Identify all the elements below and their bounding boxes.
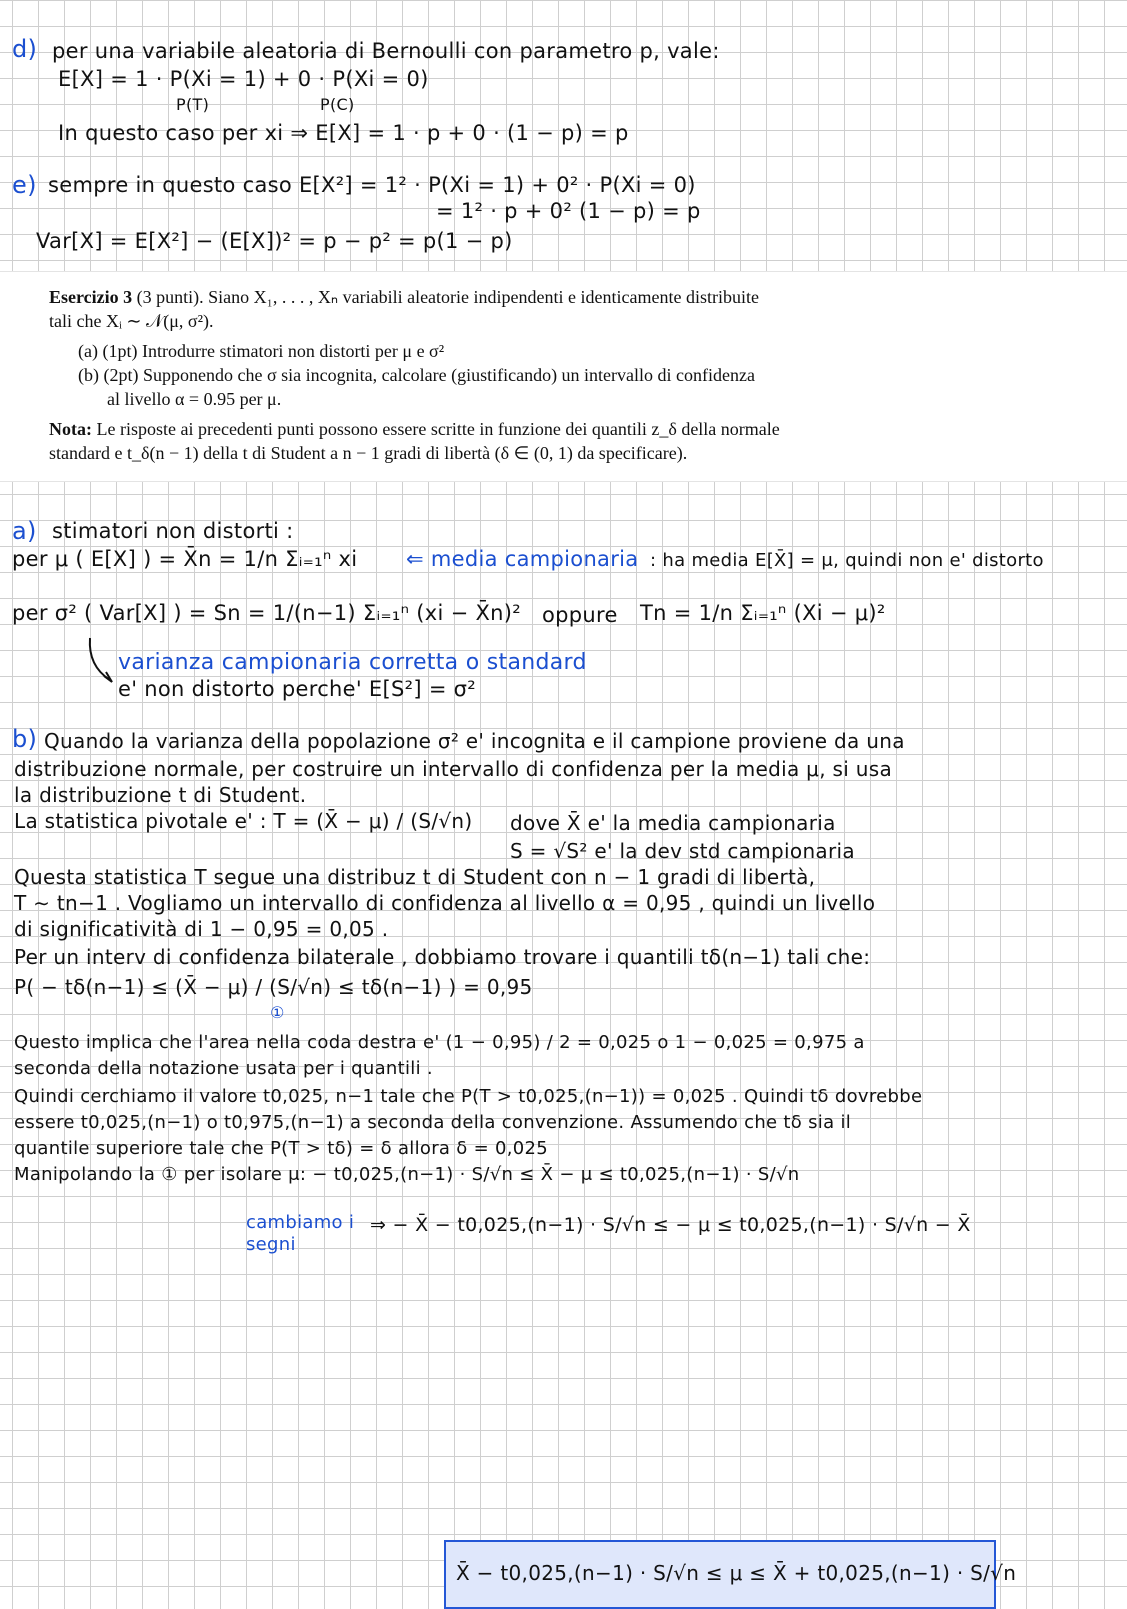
answer-a-mu-note2: : ha media E[X̄] = μ, quindi non e' distorto <box>650 550 1044 571</box>
item-b-text2: al livello α = 0.95 per μ. <box>107 389 282 409</box>
answer-b-l4: La statistica pivotale e' : T = (X̄ − μ) / (S/√n) <box>14 809 473 833</box>
item-a-label: (a) <box>78 341 98 361</box>
answer-a-mu-note: ⇐ media campionaria <box>406 547 639 571</box>
answer-a-mu-line: per μ ( E[X] ) = X̄n = 1/n Σᵢ₌₁ⁿ xi <box>12 547 358 571</box>
part-d-line2: E[X] = 1 · P(Xi = 1) + 0 · P(Xi = 0) <box>58 67 429 91</box>
exercise-printed-block <box>0 271 1127 482</box>
answer-a-non-distorto: e' non distorto perche' E[S²] = σ² <box>118 677 477 701</box>
answer-b-l7: di significatività di 1 − 0,95 = 0,05 . <box>14 917 389 941</box>
answer-b-l16: ⇒ − X̄ − t0,025,(n−1) · S/√n ≤ − μ ≤ t0,025,(n−1) · S/√n − X̄ <box>370 1214 971 1236</box>
item-b-label: (b) <box>78 365 99 385</box>
answer-b-l4b: dove X̄ e' la media campionaria <box>510 811 836 835</box>
answer-b-l4c: S = √S² e' la dev std campionaria <box>510 839 855 863</box>
part-d-under1: P(T) <box>176 95 210 114</box>
answer-a-oppure: oppure <box>542 603 618 627</box>
answer-a-sigma-line: per σ² ( Var[X] ) = Sn = 1/(n−1) Σᵢ₌₁ⁿ (xi − X̄n)² <box>12 601 521 625</box>
answer-a-label: a) <box>12 517 37 545</box>
part-e-line1: sempre in questo caso E[X²] = 1² · P(Xi = 1) + 0² · P(Xi = 0) <box>48 173 696 197</box>
answer-b-l2: distribuzione normale, per costruire un intervallo di confidenza per la media μ, si usa <box>14 757 893 781</box>
exercise-item-b <box>78 364 755 386</box>
answer-b-l6: T ∼ tn−1 . Vogliamo un intervallo di confidenza al livello α = 0,95 , quindi un livello <box>14 891 876 915</box>
answer-b-l5: Questa statistica T segue una distribuz t di Student con n − 1 gradi di libertà, <box>14 865 816 889</box>
exercise-points: (3 punti). <box>136 287 204 307</box>
answer-b-l9: P( − tδ(n−1) ≤ (X̄ − μ) / (S/√n) ≤ tδ(n−1) ) = 0,95 <box>14 975 533 999</box>
part-e-line2: = 1² · p + 0² (1 − p) = p <box>436 199 701 223</box>
item-b-text: (2pt) Supponendo che σ sia incognita, calcolare (giustificando) un intervallo di confidenza <box>103 365 755 385</box>
answer-a-tn-line: Tn = 1/n Σᵢ₌₁ⁿ (Xi − μ)² <box>640 601 886 625</box>
exercise-intro-line <box>49 286 759 308</box>
item-a-text: (1pt) Introdurre stimatori non distorti per μ e σ² <box>102 341 445 361</box>
answer-b-l12: Quindi cerchiamo il valore t0,025, n−1 tale che P(T > t0,025,(n−1)) = 0,025 . Quindi tδ dovrebbe <box>14 1086 923 1107</box>
part-e-line3: Var[X] = E[X²] − (E[X])² = p − p² = p(1 − p) <box>36 229 513 253</box>
answer-a-heading: stimatori non distorti : <box>52 519 294 543</box>
answer-a-varianza-note: varianza campionaria corretta o standard <box>118 650 587 675</box>
answer-b-l15: Manipolando la ① per isolare μ: − t0,025,(n−1) · S/√n ≤ X̄ − μ ≤ t0,025,(n−1) · S/√n <box>14 1164 800 1185</box>
part-d-label: d) <box>12 35 38 63</box>
exercise-intro2: tali che Xᵢ ∼ 𝒩(μ, σ²). <box>49 311 214 331</box>
answer-b-cambiamo: cambiamo i <box>246 1212 355 1233</box>
answer-b-l13: essere t0,025,(n−1) o t0,975,(n−1) a seconda della convenzione. Assumendo che tδ sia il <box>14 1112 852 1133</box>
answer-b-l3: la distribuzione t di Student. <box>14 783 307 807</box>
note-text2: standard e t_δ(n − 1) della t di Student a n − 1 gradi di libertà (δ ∈ (0, 1) da specificare). <box>49 443 688 463</box>
exercise-title: Esercizio 3 <box>49 287 133 307</box>
answer-b-l1: Quando la varianza della popolazione σ² e' incognita e il campione proviene da una <box>44 729 905 753</box>
part-d-line1: per una variabile aleatoria di Bernoulli con parametro p, vale: <box>52 39 720 63</box>
note-label: Nota: <box>49 419 92 439</box>
exercise-item-a <box>78 340 444 362</box>
answer-b-marker: ① <box>270 1003 285 1022</box>
answer-b-segni: segni <box>246 1234 296 1255</box>
exercise-note <box>49 418 780 440</box>
answer-b-l14: quantile superiore tale che P(T > tδ) = δ allora δ = 0,025 <box>14 1138 549 1159</box>
answer-b-l10: Questo implica che l'area nella coda destra e' (1 − 0,95) / 2 = 0,025 o 1 − 0,025 = 0,975 a <box>14 1032 865 1053</box>
exercise-intro: Siano X₁, . . . , Xₙ variabili aleatorie indipendenti e identicamente distribuite <box>208 287 759 307</box>
part-e-label: e) <box>12 171 37 199</box>
answer-b-l11: seconda della notazione usata per i quantili . <box>14 1058 433 1079</box>
answer-b-l8: Per un interv di confidenza bilaterale , dobbiamo trovare i quantili tδ(n−1) tali che: <box>14 945 871 969</box>
note-text: Le risposte ai precedenti punti possono essere scritte in funzione dei quantili z_δ della normale <box>96 419 780 439</box>
answer-b-result: X̄ − t0,025,(n−1) · S/√n ≤ μ ≤ X̄ + t0,025,(n−1) · S/√n <box>456 1561 1017 1585</box>
answer-b-label: b) <box>12 725 38 753</box>
arrow-curve-icon <box>80 636 130 688</box>
part-d-under2: P(C) <box>320 95 355 114</box>
part-d-line3: In questo caso per xi ⇒ E[X] = 1 · p + 0 · (1 − p) = p <box>58 121 629 145</box>
